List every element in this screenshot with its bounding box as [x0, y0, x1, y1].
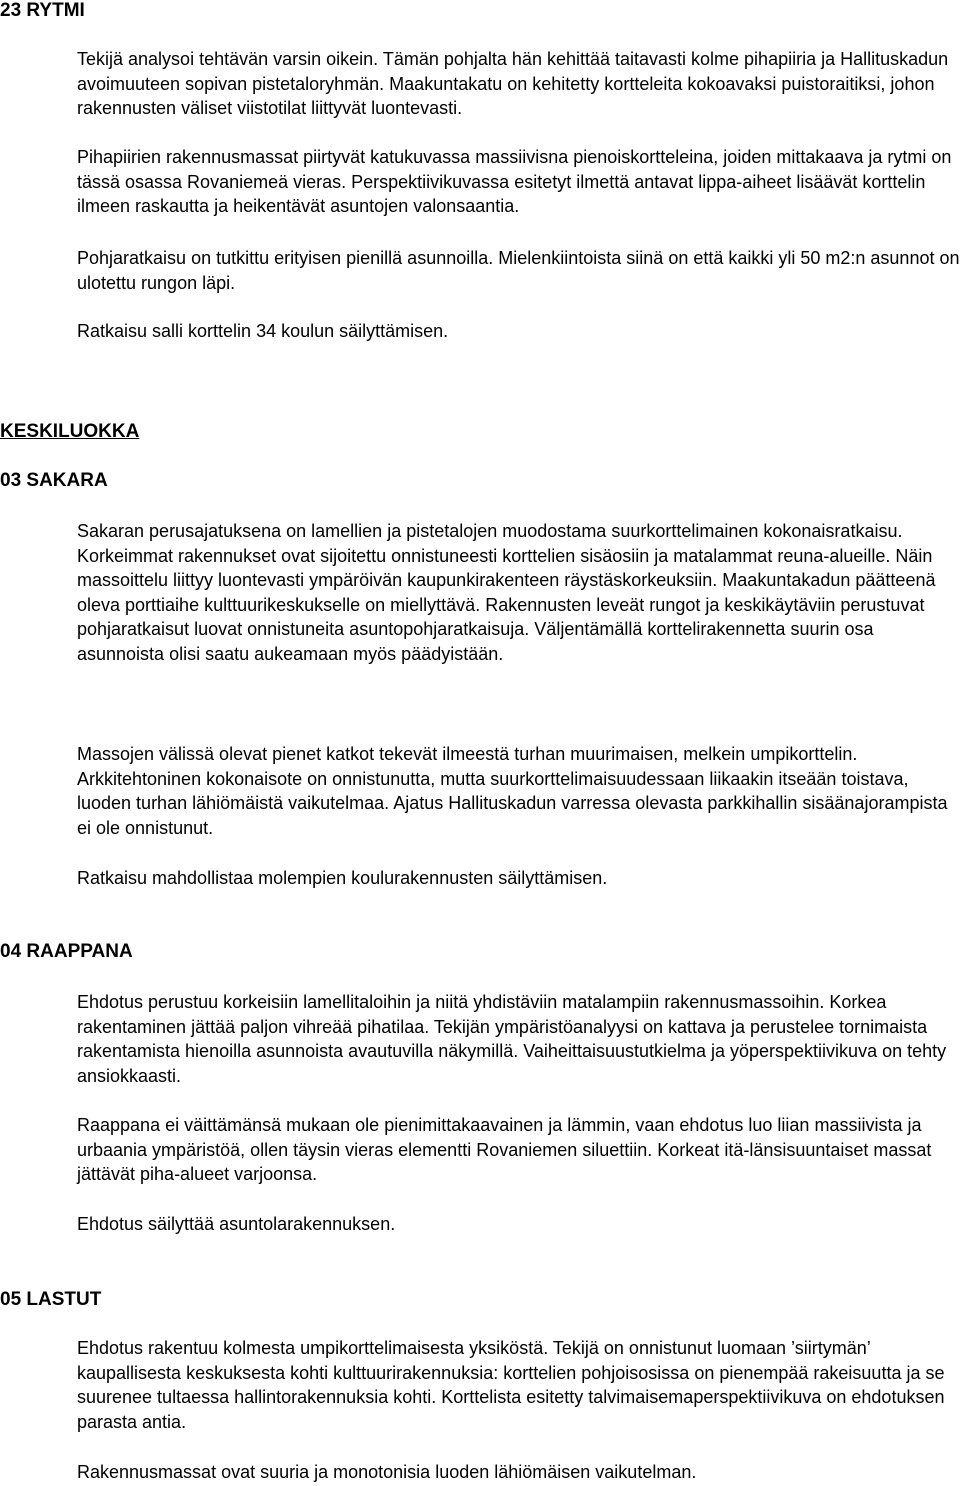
section-heading-lastut: 05 LASTUT — [0, 1289, 102, 1310]
raappana-paragraph-1: Ehdotus perustuu korkeisiin lamellitaloihin ja niitä yhdistäviin matalampiin rakennusmassoihin. Korkea rakentaminen jättää paljon vihreää pihatilaa. Tekijän ympäristöanalyysi on kattava ja perustelee tornimaista rakentamista hienoilla asunnoista avautuvilla näkymillä. Vaiheittaisuustutkielma ja yöperspektiivikuva on tehty ansiokkaasti. — [77, 992, 947, 1086]
section-heading-sakara: 03 SAKARA — [0, 470, 108, 491]
raappana-paragraph-3: Ehdotus säilyttää asuntolarakennuksen. — [77, 1214, 396, 1234]
raappana-paragraph-2: Raappana ei väittämänsä mukaan ole pienimittakaavainen ja lämmin, vaan ehdotus luo liian massiivista ja urbaania ympäristöä, ollen täysin vieras elementti Rovaniemen siluettiin. Korkeat itä-länsisuuntaiset massat jättävät piha-alueet varjoonsa. — [77, 1115, 932, 1184]
lastut-paragraph-2: Rakennusmassat ovat suuria ja monotonisia luoden lähiömäisen vaikutelman. — [77, 1462, 697, 1482]
section-heading-keskiluokka: KESKILUOKKA — [0, 421, 140, 442]
section-heading-rytmi: 23 RYTMI — [0, 0, 85, 21]
section-heading-raappana: 04 RAAPPANA — [0, 941, 133, 962]
sakara-paragraph-1: Sakaran perusajatuksena on lamellien ja pistetalojen muodostama suurkorttelimainen kokonaisratkaisu. Korkeimmat rakennukset ovat sijoitettu onnistuneesti korttelien sisäosiin ja matalammat reuna-alueille. Näin massoittelu liittyy luontevasti ympäröivän kaupunkirakenteen räystäskorkeuksiin. Maakuntakadun päätteenä oleva porttiaihe kulttuurikeskukselle on miellyttävä. Rakennusten leveät rungot ja keskikäytäviin perustuvat pohjaratkaisut luovat onnistuneita asuntopohjaratkaisuja. Väljentämällä korttelirakennetta suurin osa asunnoista olisi saatu aukeamaan myös päädyistään. — [77, 521, 936, 664]
lastut-paragraph-1: Ehdotus rakentuu kolmesta umpikorttelimaisesta yksiköstä. Tekijä on onnistunut luomaan ’siirtymän’ kaupallisesta keskuksesta kohti kulttuurirakennuksia: korttelien pohjoisosissa on pienempää rakeisuutta ja se suurenee tultaessa hallintorakennuksia kohti. Korttelista esitetty talvimaisemaperspektiivikuva on ehdotuksen parasta antia. — [77, 1338, 945, 1432]
rytmi-paragraph-1: Tekijä analysoi tehtävän varsin oikein. Tämän pohjalta hän kehittää taitavasti kolme pihapiiria ja Hallituskadun avoimuuteen sopivan pistetaloryhmän. Maakuntakatu on kehitetty kortteleita kokoavaksi puistoraitiksi, johon rakennusten väliset viistotilat liittyvät luontevasti. — [77, 49, 949, 118]
sakara-paragraph-3: Ratkaisu mahdollistaa molempien koulurakennusten säilyttämisen. — [77, 868, 608, 888]
rytmi-paragraph-2: Pihapiirien rakennusmassat piirtyvät katukuvassa massiivisna pienoiskortteleina, joiden mittakaava ja rytmi on tässä osassa Rovaniemeä vieras. Perspektiivikuvassa esitetyt ilmettä antavat lippa-aiheet lisäävät korttelin ilmeen raskautta ja heikentävät asuntojen valonsaantia. — [77, 147, 952, 216]
sakara-paragraph-2: Massojen välissä olevat pienet katkot tekevät ilmeestä turhan muurimaisen, melkein umpikorttelin. Arkkitehtoninen kokonaisote on onnistunutta, mutta suurkorttelimaisuudessaan liikaakin itseään toistava, luoden turhan lähiömäistä vaikutelmaa. Ajatus Hallituskadun varressa olevasta parkkihallin sisäänajorampista ei ole onnistunut. — [77, 744, 948, 838]
rytmi-paragraph-4: Ratkaisu salli korttelin 34 koulun säilyttämisen. — [77, 321, 449, 341]
rytmi-paragraph-3: Pohjaratkaisu on tutkittu erityisen pienillä asunnoilla. Mielenkiintoista siinä on että kaikki yli 50 m2:n asunnot on ulotettu rungon läpi. — [77, 248, 960, 293]
